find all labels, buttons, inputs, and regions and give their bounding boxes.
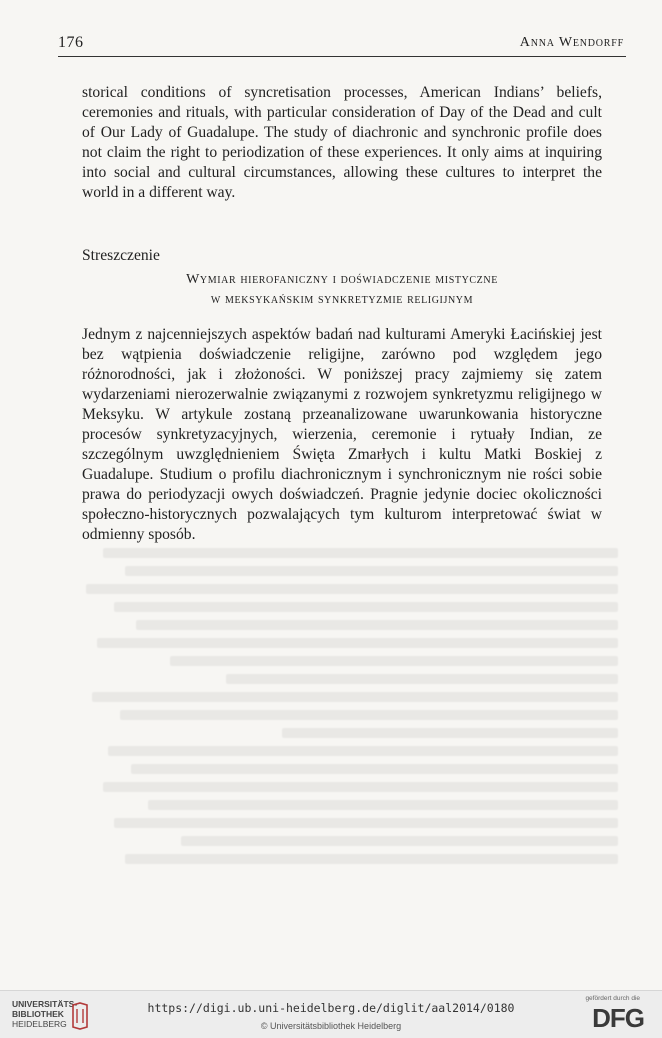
english-abstract-paragraph: storical conditions of syncretisation processes, American Indians’ beliefs, ceremonies and rituals, with particular consideration of Day of the Dead and cult of Our Lady of Guadalupe. The study of diachronic and synchronic profile does not claim the right to periodization of these experiences. It only aims at inquiring into social and cultural circumstances, allowing these cultures to interpret the world in a different way. <box>82 84 602 201</box>
library-name-line-1: UNIVERSITÄTS- <box>12 999 78 1009</box>
dfg-logo: DFG <box>592 1003 644 1033</box>
summary-title <box>82 270 602 310</box>
summary-label: Streszczenie <box>82 247 160 264</box>
bleed-through-background <box>58 540 618 960</box>
library-name-line-2: BIBLIOTHEK <box>12 1009 64 1019</box>
summary-title-line-2: w meksykańskim synkretyzmie religijnym <box>210 292 474 307</box>
running-head: Anna Wendorff <box>519 35 624 50</box>
digital-library-url-link[interactable]: https://digi.ub.uni-heidelberg.de/diglit/aal2014/0180 <box>147 1001 515 1015</box>
polish-summary-paragraph: Jednym z najcenniejszych aspektów badań nad kulturami Ameryki Łacińskiej jest bez wątpienia doświadczenie religijne, zarówno pod względem jego różnorodności, jak i złożoności. W poniższej pracy zajmiemy się zatem wydarzeniami nierozerwalnie związanymi z rozwojem synkretyzmu religijnego w Meksyku. W artykule zostaną przeanalizowane uwarunkowania historyczne procesów synkretyzacyjnych, wierzenia, ceremonie i rytuały Indian, ze szczególnym uwzględnieniem Święta Zmarłych i kultu Matki Boskiej z Guadalupe. Studium o profilu diachronicznym i synchronicznym nie rości sobie prawa do periodyzacji owych doświadczeń. Pragnie jedynie dociec okoliczności społeczno-historycznych pozwalających tym kulturom interpretować świat w odmienny sposób. <box>82 326 602 543</box>
library-name-line-3: HEIDELBERG <box>12 1019 67 1029</box>
summary-title-line-1: Wymiar hierofaniczny i doświadczenie mistyczne <box>186 272 498 287</box>
page-number: 176 <box>58 34 84 51</box>
funding-caption: gefördert durch die <box>585 995 640 1002</box>
footer-bar <box>0 990 662 1038</box>
copyright-notice: © Universitätsbibliothek Heidelberg <box>260 1021 402 1031</box>
page-header <box>58 34 626 57</box>
